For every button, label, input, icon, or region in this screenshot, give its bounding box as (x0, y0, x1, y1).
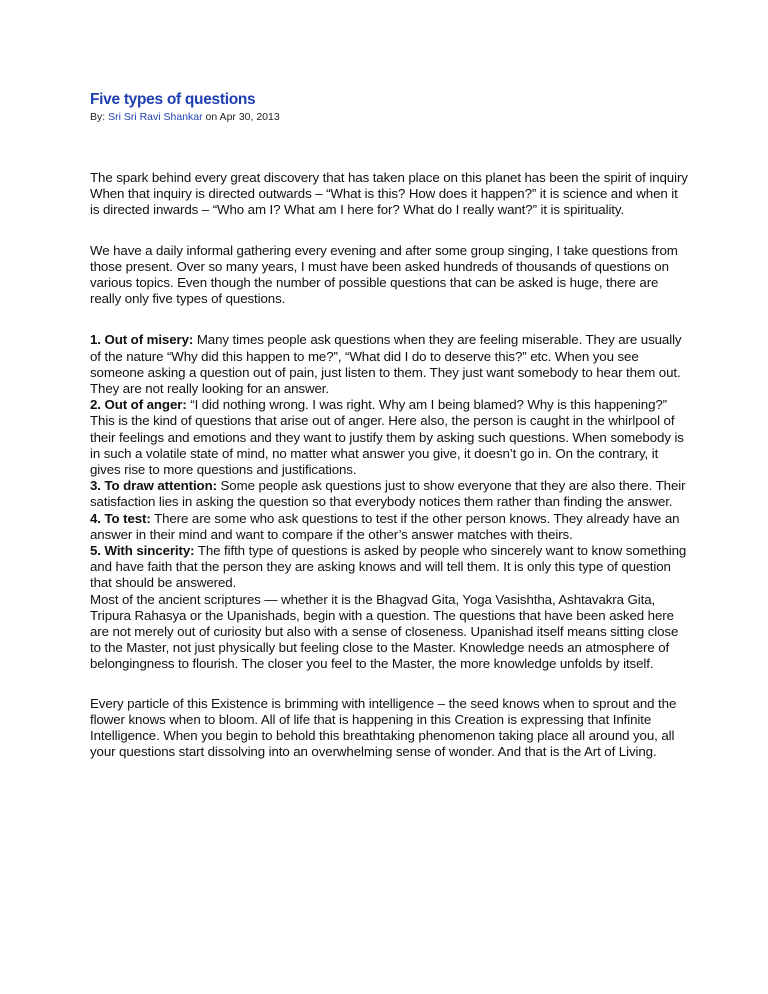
byline (90, 110, 690, 124)
byline-prefix: By: (90, 111, 109, 123)
question-type-heading: 2. Out of anger: (90, 397, 187, 413)
question-type-heading: 5. With sincerity: (90, 543, 195, 559)
question-type-text: The fifth type of questions is asked by people who sincerely want to know something and have faith that the person they are asking knows and will tell them. It is only this type of question that should be answered. (90, 543, 687, 591)
closing-paragraph: Every particle of this Existence is brimming with intelligence – the seed knows when to sprout and the flower knows when to bloom. All of life that is happening in this Creation is expressing that Infinite Intelligence. When you begin to behold this breathtaking phenomenon taking place all around you, all your questions start dissolving into an overwhelming sense of wonder. And that is the Art of Living. (90, 695, 677, 760)
question-type-text: Some people ask questions just to show everyone that they are also there. Their satisfaction lies in asking the question so that everybody notices them rather than finding the answer. (90, 478, 686, 510)
question-type-heading: 3. To draw attention: (90, 478, 217, 494)
author-link[interactable]: Sri Sri Ravi Shankar (108, 111, 203, 123)
question-type-item (90, 478, 690, 510)
article-title: Five types of questions (90, 91, 256, 108)
question-type-item (90, 543, 690, 592)
question-type-item (90, 397, 690, 478)
scriptures-paragraph: Most of the ancient scriptures — whether it is the Bhagvad Gita, Yoga Vasishtha, Ashtavakra Gita, Tripura Rahasya or the Upanishads, begin with a question. The questions that have been asked here are not merely out of curiosity but also with a sense of closeness. Upanishad itself means sitting close to the Master, not just physically but feeling close to the Master. Knowledge needs an atmosphere of belongingness to flourish. The closer you feel to the Master, the more knowledge unfolds by itself. (90, 591, 679, 672)
publish-date: on Apr 30, 2013 (202, 111, 280, 123)
question-type-heading: 4. To test: (90, 510, 151, 526)
question-type-item (90, 332, 690, 397)
article (90, 90, 690, 761)
question-type-text: Many times people ask questions when they are feeling miserable. They are usually of the nature “Why did this happen to me?”, “What did I do to deserve this?” etc. When you see someone asking a question out of pain, just listen to them. They just want somebody to hear them out. They are not really looking for an answer. (90, 332, 682, 397)
question-type-text: There are some who ask questions to test if the other person knows. They already have an answer in their mind and want to compare if the other’s answer matches with theirs. (90, 510, 680, 542)
gathering-paragraph: We have a daily informal gathering every evening and after some group singing, I take questions from those present. Over so many years, I must have been asked hundreds of thousands of questions on various topics. Even though the number of possible questions that can be asked is huge, there are really only five types of questions. (90, 242, 678, 307)
question-type-item (90, 511, 690, 543)
question-type-heading: 1. Out of misery: (90, 332, 194, 348)
question-types-list (90, 332, 690, 672)
intro-paragraph: The spark behind every great discovery that has taken place on this planet has been the spirit of inquiry When that inquiry is directed outwards – “What is this? How does it happen?” it is science and when it is directed inwards – “Who am I? What am I here for? What do I really want?” it is spirituality. (90, 170, 688, 218)
question-type-text: “I did nothing wrong. I was right. Why am I being blamed? Why is this happening?” This is the kind of questions that arise out of anger. Here also, the person is caught in the whirlpool of their feelings and emotions and they want to justify them by asking such questions. When somebody is in such a volatile state of mind, no matter what answer you give, it doesn’t go in. On the contrary, it gives rise to more questions and justifications. (90, 397, 684, 478)
